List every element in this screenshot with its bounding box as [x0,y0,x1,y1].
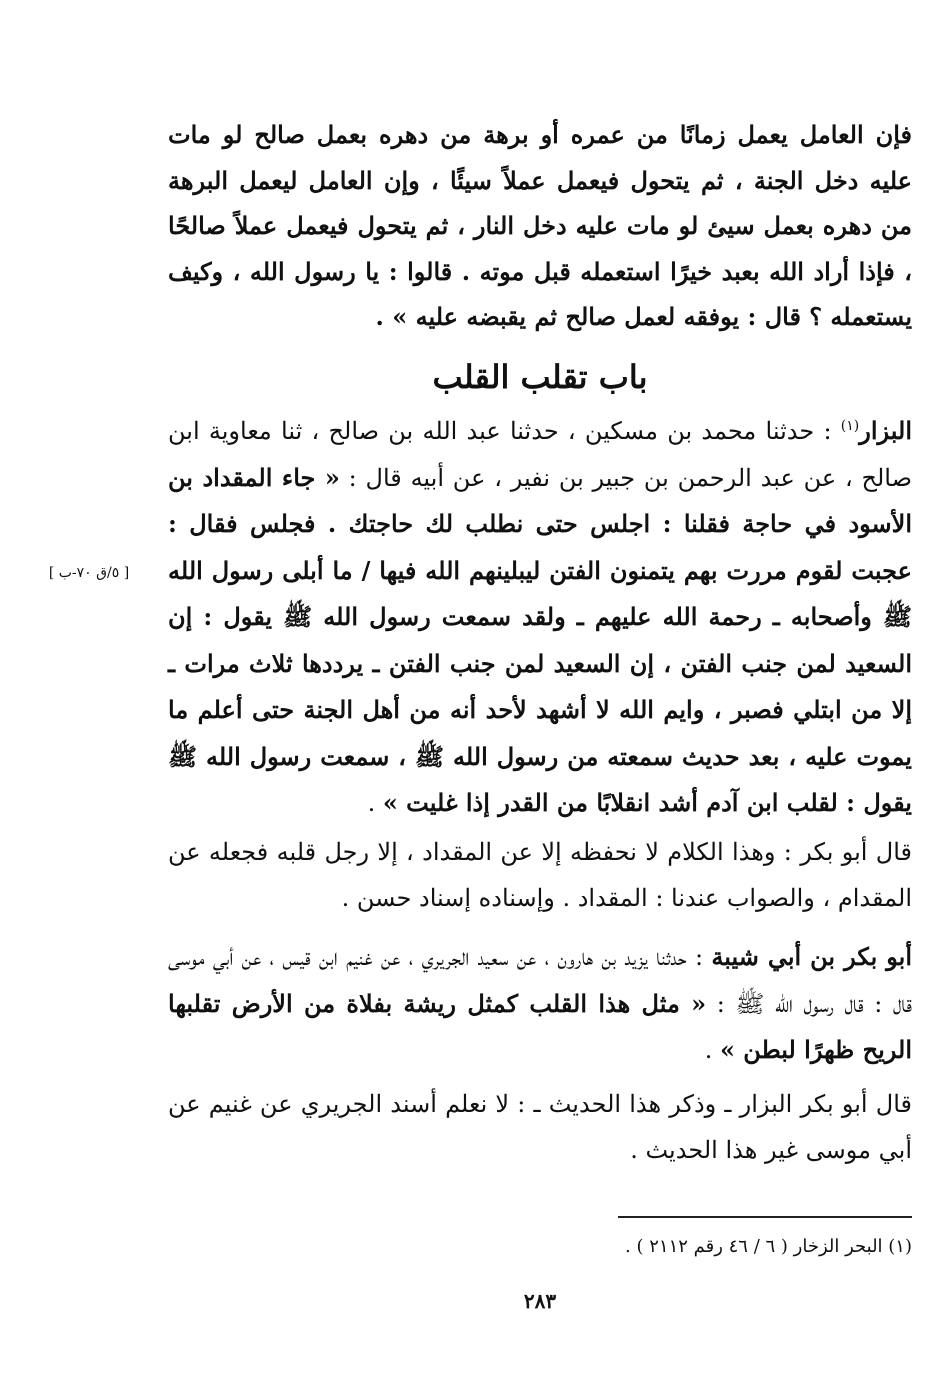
hadith-paragraph-1 [168,408,912,827]
chapter-title: باب تقلب القلب [432,358,648,396]
hadith2-matn: « مثل هذا القلب كمثل ريشة بفلاة من الأرض تقلبها الريح ظهرًا لبطن » [168,988,912,1064]
comment-paragraph-1: قال أبو بكر : وهذا الكلام لا نحفظه إلا عن المقداد ، إلا رجل قلبه فجعله عن المقدام ، والصواب عندنا : المقداد . وإسناده إسناد حسن . [168,838,912,912]
intro-paragraph: فإن العامل يعمل زمانًا من عمره أو برهة من دهره بعمل صالح لو مات عليه دخل الجنة ، ثم يتحول فيعمل عملاً سيئًا ، وإن العامل ليعمل البرهة من دهره بعمل سيئ لو مات عليه دخل النار ، ثم يتحول فيعمل عملاً صالحًا ، فإذا أراد الله بعبد خيرًا استعمله قبل موته . قالوا : يا رسول الله ، وكيف يستعمله ؟ قال : يوفقه لعمل صالح ثم يقبضه عليه » . [168,120,912,331]
comment-paragraph-2: قال أبو بكر البزار ـ وذكر هذا الحديث ـ : لا نعلم أسند الجريري عن غنيم عن أبي موسى غير هذا الحديث . [168,1090,912,1164]
hadith2-isnad: : حدثنا يزيد بن هارون ، عن سعيد الجريري ، عن غنيم ابن قيس ، عن أبي موسى قال : قال رسول الله ﷺ : [168,943,912,1018]
hadith2-narrator: أبو بكر بن أبي شيبة [711,942,913,971]
hadith1-narrator: البزار [859,416,912,445]
manuscript-folio-note: [ ٥/ق ٧٠-ب ] [48,565,130,581]
hadith1-matn: « جاء المقداد بن الأسود في حاجة فقلنا : اجلس حتى نطلب لك حاجتك . فجلس فقال : عجبت لقوم مررت بهم يتمنون الفتن ليبلينهم الله فيها / ما أبلى رسول الله ﷺ وأصحابه ـ رحمة الله عليهم ـ ولقد سمعت رسول الله ﷺ يقول : إن السعيد لمن جنب الفتن ، إن السعيد لمن جنب الفتن ـ يرددها ثلاث مرات ـ إلا من ابتلي فصبر ، وايم الله لا أشهد لأحد أنه من أهل الجنة حتى أعلم ما يموت عليه ، بعد حديث سمعته من رسول الله ﷺ ، سمعت رسول الله ﷺ يقول : لقلب ابن آدم أشد انقلابًا من القدر إذا غليت » [168,462,912,817]
hadith-paragraph-2 [168,934,912,1074]
page-number: ٢٨٣ [523,1289,557,1313]
hadith1-isnad: : حدثنا محمد بن مسكين ، حدثنا عبد الله بن صالح ، ثنا معاوية ابن صالح ، عن عبد الرحمن بن جبير بن نفير ، عن أبيه قال : [168,417,912,492]
footnote: (١) البحر الزخار ( ٦ / ٤٦ رقم ٢١١٢ ) . [625,1236,912,1257]
footnote-marker[interactable]: (١) [840,418,860,434]
hadith1-end: . [367,789,383,817]
footnote-divider [618,1216,912,1218]
hadith2-end: . [704,1036,720,1064]
